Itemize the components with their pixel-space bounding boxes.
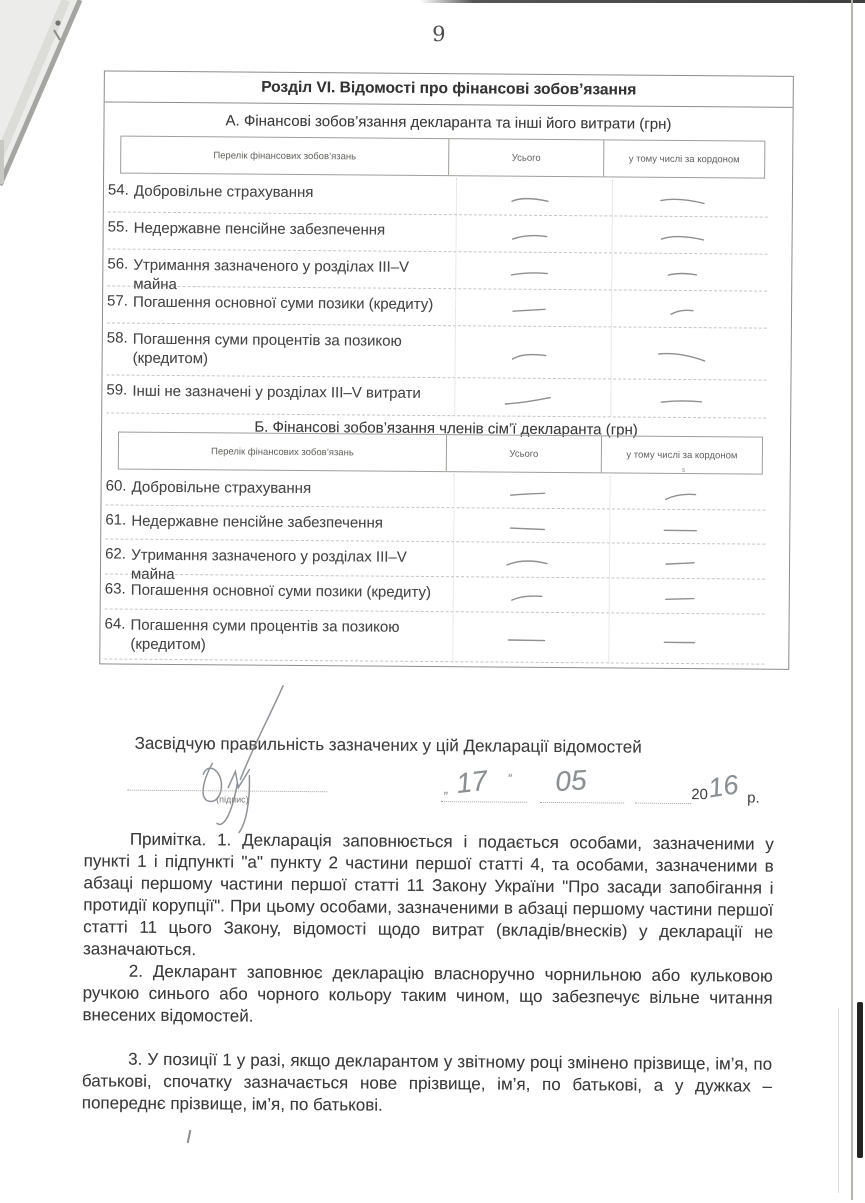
handwritten-dash-abroad: [607, 259, 757, 290]
handwritten-dash-total: [451, 221, 607, 252]
note-paragraph-3: 3. У позиції 1 у разі, якщо декларантом у звітному році змінено прізвище, ім’я, по батькові, спочатку зазначається нове прізвище, ім’я, по батькові, а у дужках – попереднє прізвище, ім’я, по батькові.: [81, 1049, 773, 1115]
date-month-line: [540, 801, 624, 804]
handwritten-dash-abroad: [607, 222, 757, 253]
scan-edge-dark-strip: [857, 1002, 863, 1158]
table-row: 59. Інші не зазначені у розділах III–V витрати: [106, 375, 766, 418]
handwritten-dash-abroad: [604, 619, 754, 663]
table-row: 55. Недержавне пенсійне забезпечення: [108, 212, 768, 254]
date-month-handwritten: 05: [554, 764, 588, 798]
table-a-rows: [106, 175, 768, 418]
column-header-list: Перелік фінансових зобов’язань: [210, 445, 354, 458]
handwritten-dash-total: [449, 514, 605, 542]
handwritten-dash-abroad: [605, 584, 755, 613]
handwritten-dash-total: [449, 583, 605, 612]
notes-block: [82, 828, 774, 1119]
note-paragraph-2: 2. Декларант заповнює декларацію власноручно чорнильною або кульковою ручкою синього або чорного кольору таким чином, що забезпечує вільне читання внесених відомостей.: [82, 961, 773, 1026]
handwritten-dash-abroad: [605, 515, 755, 543]
date-year-suffix-label: р.: [747, 789, 760, 807]
table-b-rows: [104, 471, 765, 664]
handwritten-dash-abroad: [605, 549, 755, 578]
column-header-total: Усього: [448, 139, 604, 176]
handwritten-dash-abroad: [606, 385, 756, 417]
column-header-total: Усього: [446, 435, 602, 472]
table-row: 64. Погашення суми процентів за позикою (кредитом): [104, 609, 764, 664]
handwritten-dash-total: [451, 258, 607, 289]
table-row: 57. Погашення основної суми позики (кредиту): [107, 286, 767, 328]
table-a-header: [120, 136, 765, 179]
date-quote-close: “: [507, 770, 512, 786]
handwritten-dash-total: [451, 332, 607, 378]
signature-handwriting: [176, 681, 292, 842]
signature-caption: (підпис): [216, 794, 249, 805]
handwritten-dash-total: [449, 548, 605, 577]
table-row: 56. Утримання зазначеного у розділах III–V майна: [107, 249, 767, 291]
handwritten-dash-abroad: [607, 333, 757, 379]
table-row: 62. Утримання зазначеного у розділах III–V майна: [105, 539, 765, 579]
financial-obligations-form: [99, 70, 794, 669]
handwritten-dash-total: [449, 480, 605, 508]
table-row: 63. Погашення основної суми позики (кредиту): [105, 574, 765, 614]
handwritten-dash-abroad: [605, 481, 755, 509]
handwritten-dash-total: [448, 618, 604, 662]
handwritten-dash-total: [452, 184, 608, 215]
scan-speck: s: [681, 466, 686, 475]
date-year-handwritten: 16: [706, 769, 741, 804]
date-quote-open: „: [444, 781, 449, 797]
table-b-title: Б. Фінансові зобов’язання членів сім’ї декларанта (грн): [254, 418, 638, 439]
table-b-header: [118, 432, 763, 475]
date-day-handwritten: 17: [454, 764, 490, 800]
column-header-abroad: у тому числі за кордоном s: [626, 449, 738, 475]
table-a-title: А. Фінансові зобов’язання декларанта та інші його витрати (грн): [225, 112, 672, 133]
date-year-prefix: 20: [691, 786, 708, 804]
table-row: 54. Добровільне страхування: [108, 175, 768, 217]
attestation-statement: Засвідчую правильність зазначених у цій Декларації відомостей: [134, 733, 642, 757]
date-day-line: [441, 800, 527, 803]
handwritten-dash-abroad: [607, 296, 757, 327]
note-paragraph-1: Примітка. 1. Декларація заповнюється і подається особами, зазначеними у пункті 1 і підпункті "а" пункту 2 частини першої статті 4, та особами, зазначеними в абзаці першому частини першої статті 11 Закону України "Про засади запобігання і протидії корупції". При цьому особами, зазначеними в абзаці першому частини першої статті 11 цього Закону, відомості щодо витрат (вкладів/внесків) у декларації не зазначаються.: [82, 829, 774, 960]
column-header-list: Перелік фінансових зобов’язань: [213, 149, 357, 162]
table-row: 61. Недержавне пенсійне забезпечення: [105, 505, 765, 544]
date-year-line: [635, 802, 691, 804]
page-number: 9: [432, 22, 446, 47]
handwritten-dash-total: [451, 295, 607, 326]
column-header-abroad: у тому числі за кордоном: [628, 153, 740, 165]
table-row: 58. Погашення суми процентів за позикою (кредитом): [107, 323, 767, 380]
section-vi-title: Розділ VI. Відомості про фінансові зобов’язання: [105, 71, 793, 107]
handwritten-dash-total: [450, 384, 606, 416]
handwritten-dash-abroad: [608, 185, 758, 216]
table-row: 60. Добровільне страхування: [105, 471, 765, 510]
